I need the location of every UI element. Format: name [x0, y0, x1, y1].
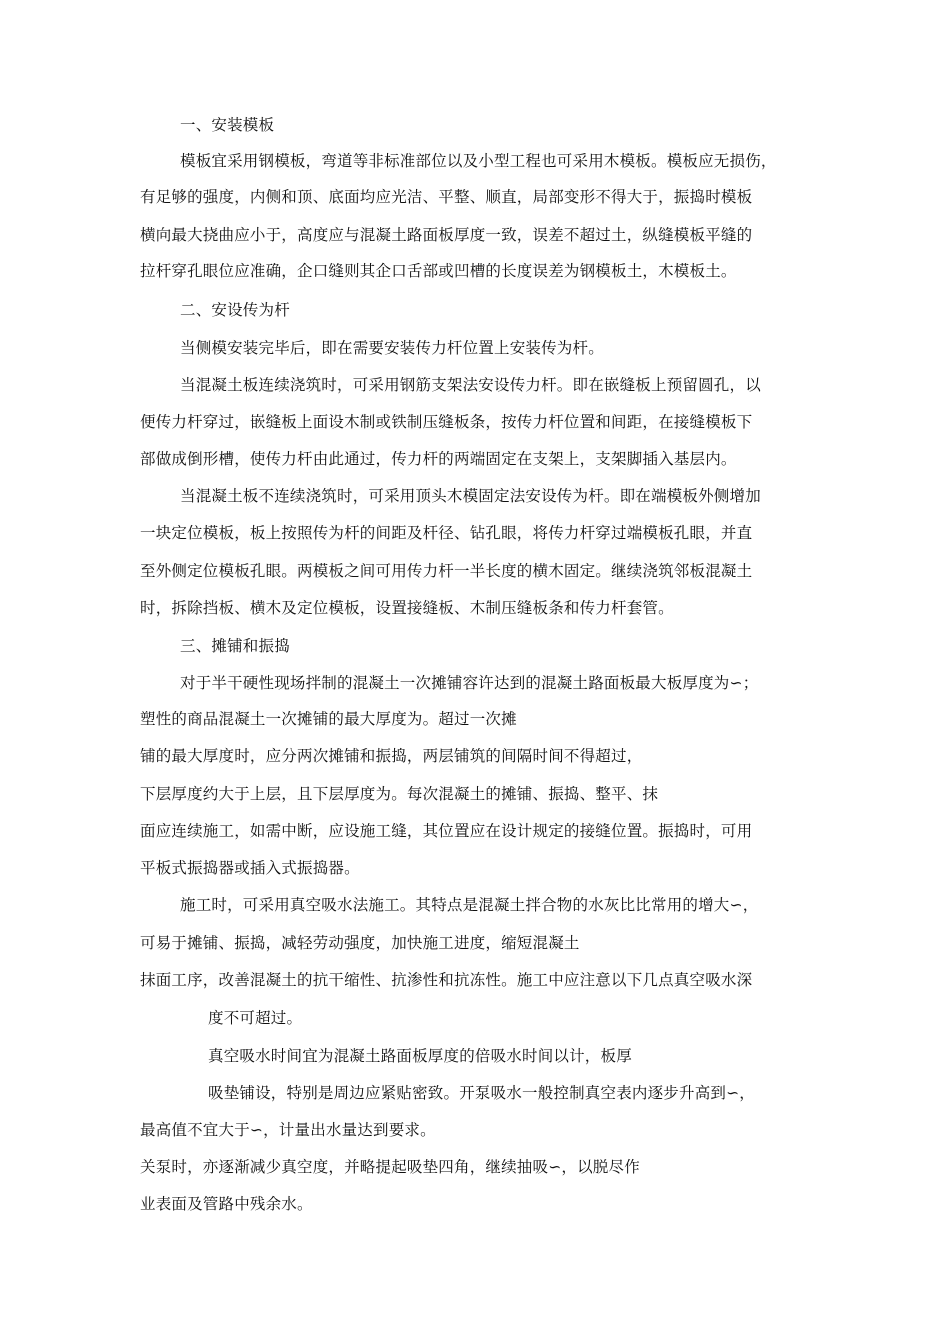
- heading-install-formwork: 一、安装模板: [180, 116, 275, 134]
- paragraph-line: 有足够的强度，内侧和顶、底面均应光洁、平整、顺直，局部变形不得大于，振捣时模板: [140, 188, 753, 206]
- paragraph-line: 便传力杆穿过，嵌缝板上面设木制或铁制压缝板条，按传力杆位置和间距，在接缝模板下: [140, 413, 753, 431]
- paragraph-line: 时，拆除挡板、横木及定位模板，设置接缝板、木制压缝板条和传力杆套管。: [140, 599, 674, 617]
- paragraph-line: 一块定位模板，板上按照传为杆的间距及杆径、钻孔眼，将传力杆穿过端模板孔眼，并直: [140, 524, 753, 542]
- paragraph-line: 最高值不宜大于∽，计量出水量达到要求。: [140, 1121, 436, 1139]
- paragraph-line: 关泵时，亦逐渐减少真空度，并略提起吸垫四角，继续抽吸∽，以脱尽作: [140, 1158, 640, 1176]
- heading-paving-and-vibrating: 三、摊铺和振捣: [180, 637, 290, 655]
- paragraph-line: 模板宜采用钢模板，弯道等非标准部位以及小型工程也可采用木模板。模板应无损伤，: [180, 152, 777, 170]
- paragraph-line: 度不可超过。: [208, 1009, 303, 1027]
- paragraph-line: 平板式振捣器或插入式振捣器。: [140, 859, 360, 877]
- paragraph-line: 吸垫铺设，特别是周边应紧贴密致。开泵吸水一般控制真空表内逐步升高到∽，: [208, 1084, 755, 1102]
- paragraph-line: 至外侧定位模板孔眼。两模板之间可用传力杆一半长度的横木固定。继续浇筑邻板混凝土: [140, 562, 753, 580]
- paragraph-line: 业表面及管路中残余水。: [140, 1195, 313, 1213]
- paragraph-line: 抹面工序，改善混凝土的抗干缩性、抗渗性和抗冻性。施工中应注意以下几点真空吸水深: [140, 971, 753, 989]
- paragraph-line: 当侧模安装完毕后，即在需要安装传力杆位置上安装传为杆。: [180, 339, 604, 357]
- heading-install-dowel-bars: 二、安设传为杆: [180, 301, 290, 319]
- paragraph-line: 可易于摊铺、振捣，减轻劳动强度，加快施工进度，缩短混凝土: [140, 934, 580, 952]
- paragraph-line: 部做成倒形槽，使传力杆由此通过，传力杆的两端固定在支架上，支架脚插入基层内。: [140, 450, 737, 468]
- paragraph-line: 施工时，可采用真空吸水法施工。其特点是混凝土拌合物的水灰比比常用的增大∽，: [180, 896, 759, 914]
- paragraph-line: 铺的最大厚度时，应分两次摊铺和振捣，两层铺筑的间隔时间不得超过，: [140, 747, 643, 765]
- paragraph-line: 真空吸水时间宜为混凝土路面板厚度的倍吸水时间以计，板厚: [208, 1047, 632, 1065]
- paragraph-line: 横向最大挠曲应小于，高度应与混凝土路面板厚度一致，误差不超过土，纵缝模板平缝的: [140, 226, 753, 244]
- paragraph-line: 面应连续施工，如需中断，应设施工缝，其位置应在设计规定的接缝位置。振捣时，可用: [140, 822, 753, 840]
- paragraph-line: 下层厚度约大于上层，且下层厚度为。每次混凝土的摊铺、振捣、整平、抹: [140, 785, 659, 803]
- paragraph-line: 拉杆穿孔眼位应准确，企口缝则其企口舌部或凹槽的长度误差为钢模板土，木模板土。: [140, 262, 737, 280]
- paragraph-line: 当混凝土板不连续浇筑时，可采用顶头木模固定法安设传为杆。即在端模板外侧增加: [180, 487, 761, 505]
- paragraph-line: 当混凝土板连续浇筑时，可采用钢筋支架法安设传力杆。即在嵌缝板上预留圆孔，以: [180, 376, 761, 394]
- paragraph-line: 对于半干硬性现场拌制的混凝土一次摊铺容许达到的混凝土路面板最大板厚度为∽；: [180, 674, 759, 692]
- paragraph-line: 塑性的商品混凝土一次摊铺的最大厚度为。超过一次摊: [140, 710, 517, 728]
